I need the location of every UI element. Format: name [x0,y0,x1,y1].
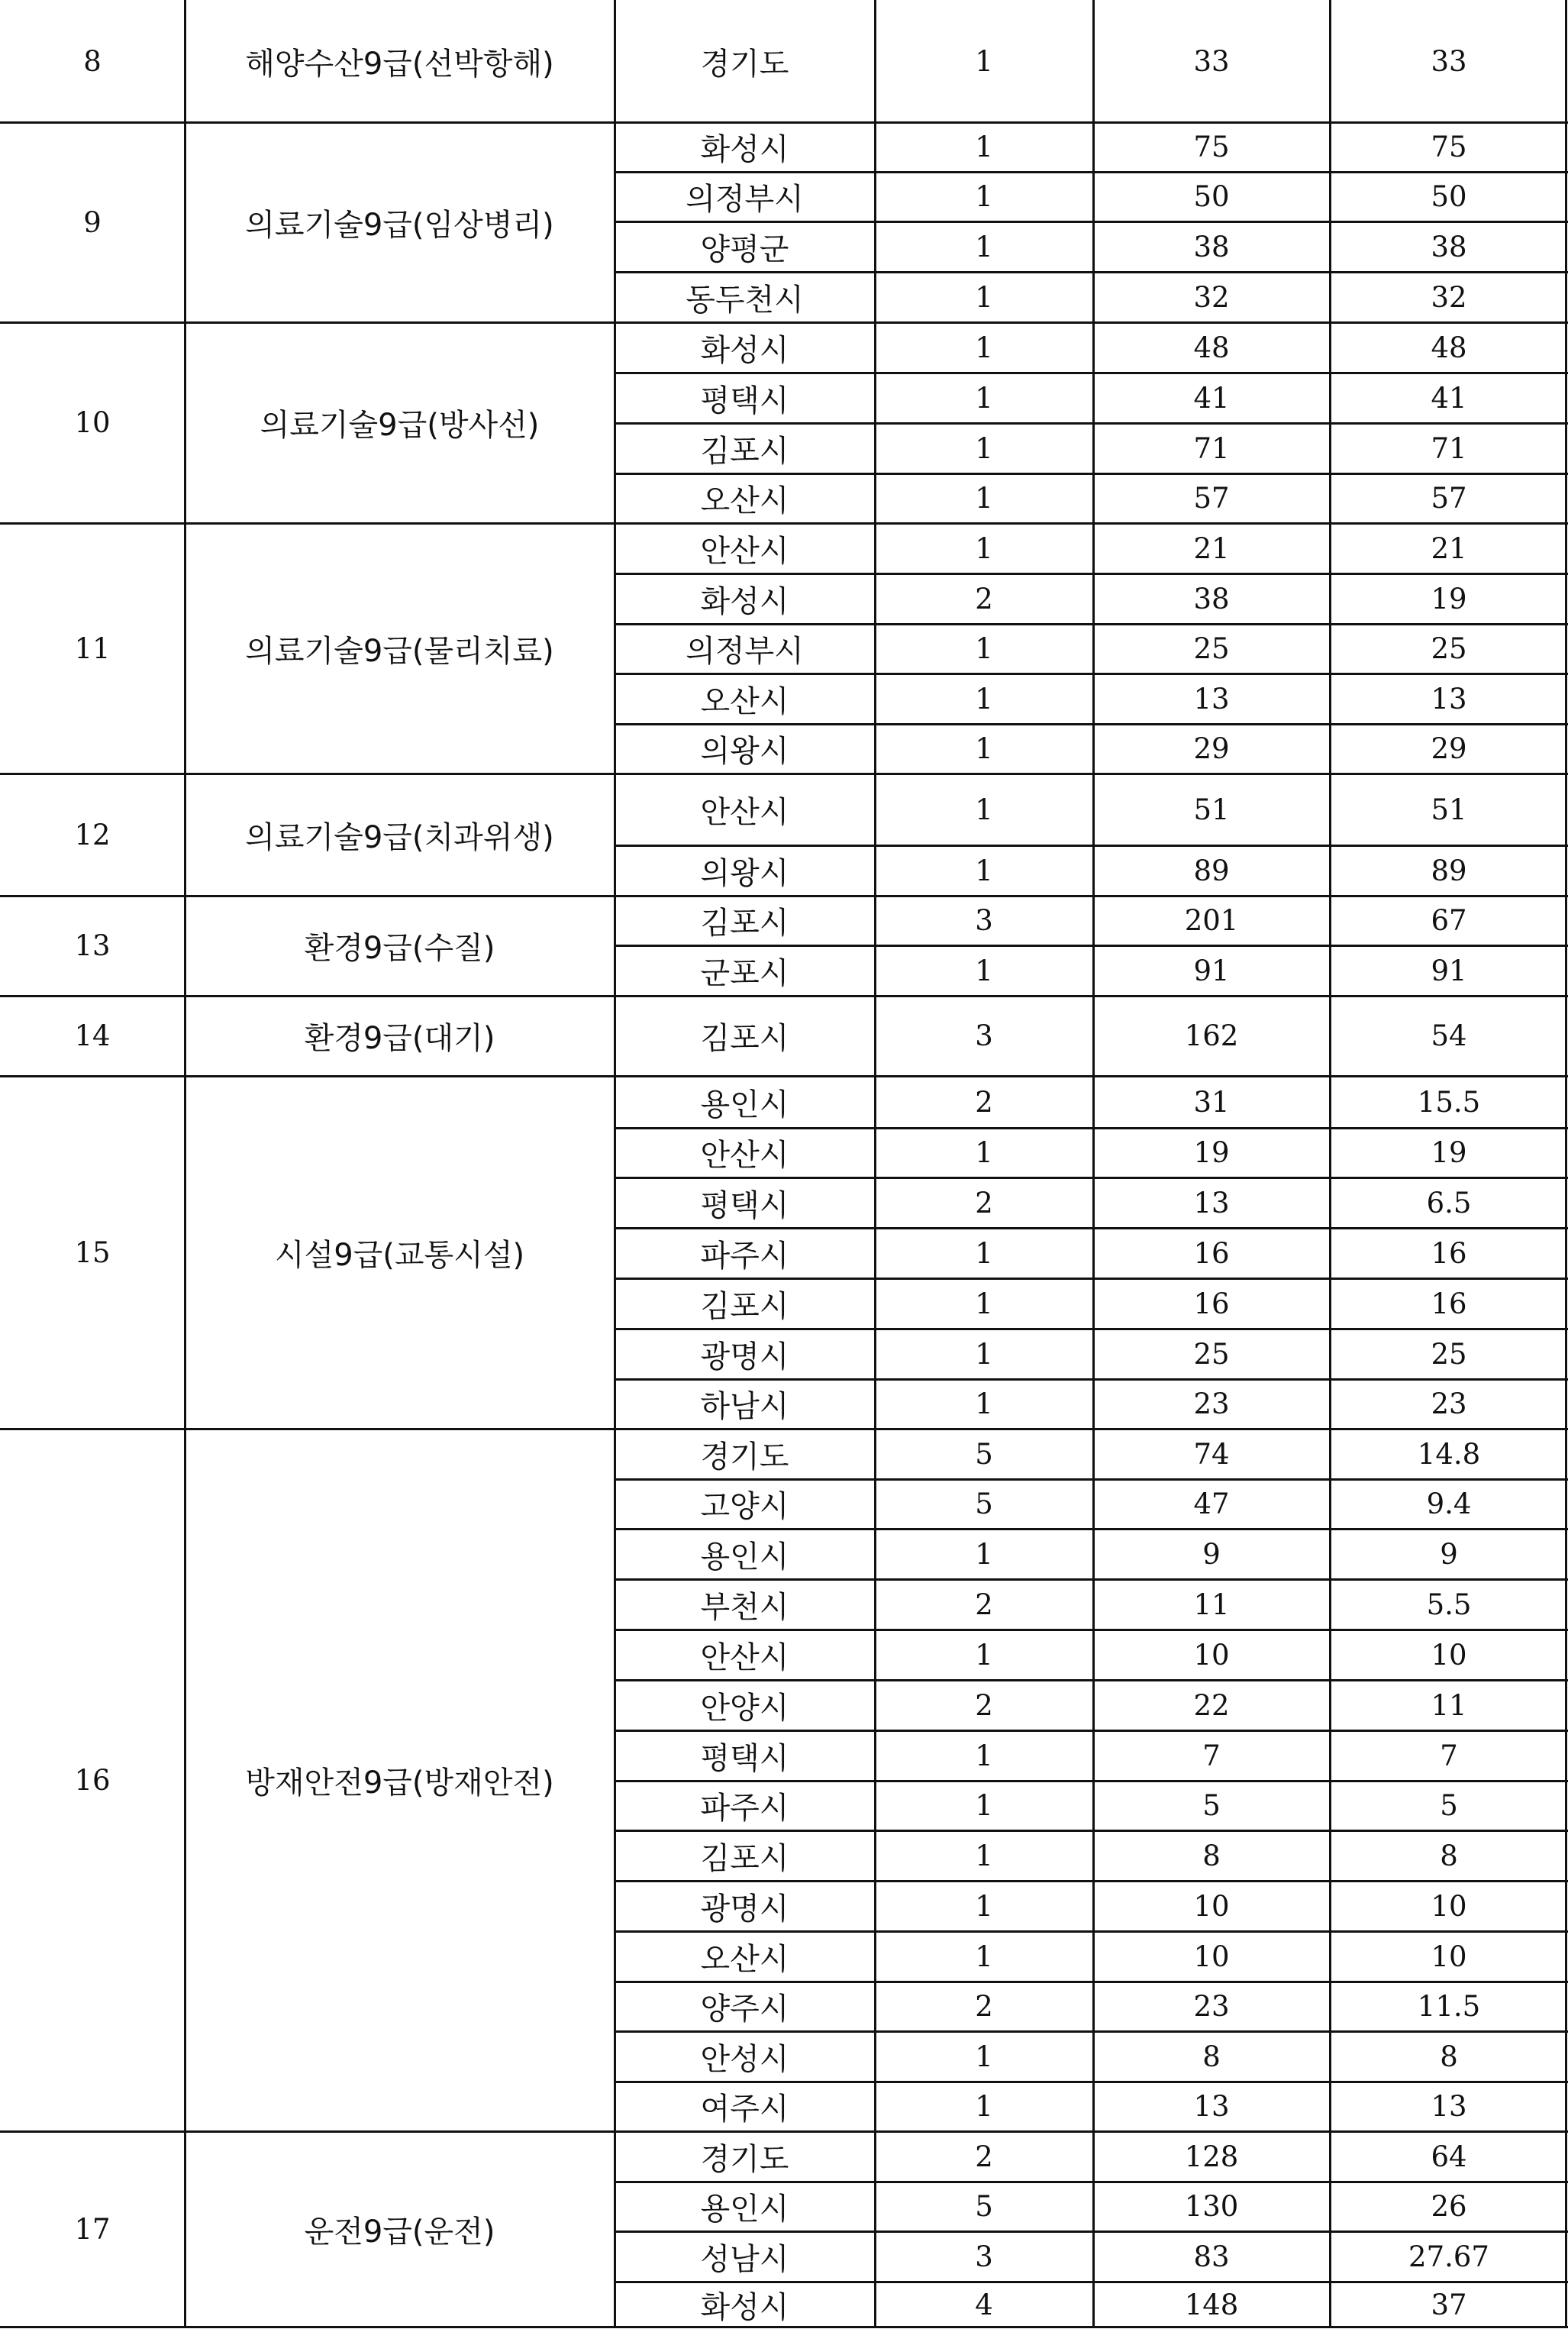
applicant-count-cell: 130 [1184,2190,1239,2223]
row-divider [615,1880,1568,1882]
group-number: 9 [83,205,102,239]
competition-ratio-cell: 15.5 [1417,1085,1481,1119]
region-cell: 고양시 [700,1489,789,1524]
competition-ratio-cell: 38 [1431,230,1467,263]
row-divider [0,2326,1568,2328]
applicant-count-cell: 128 [1184,2140,1239,2173]
region-cell: 성남시 [700,2241,789,2277]
hired-count-cell: 1 [975,1287,993,1320]
hired-count-cell: 4 [975,2288,993,2321]
row-divider [615,422,1568,425]
position-title: 방재안전9급(방재안전) [245,1765,554,1801]
hired-count-cell: 1 [975,331,993,364]
applicant-count-cell: 11 [1193,1588,1230,1621]
region-cell: 오산시 [700,483,789,518]
row-divider [615,1578,1568,1581]
row-divider [615,573,1568,575]
region-cell: 광명시 [700,1891,789,1927]
hired-count-cell: 1 [975,381,993,415]
competition-ratio-cell: 13 [1431,682,1467,715]
competition-ratio-cell: 19 [1431,582,1467,615]
hired-count-cell: 1 [975,1889,993,1923]
applicant-count-cell: 7 [1202,1739,1221,1772]
applicant-count-cell: 201 [1184,904,1239,937]
group-number: 11 [74,632,111,665]
applicant-count-cell: 75 [1193,131,1230,163]
row-divider [0,121,1568,124]
hired-count-cell: 1 [975,1839,993,1872]
row-divider [615,1629,1568,1631]
competition-ratio-cell: 5 [1440,1789,1458,1822]
competition-ratio-cell: 7 [1440,1739,1458,1772]
region-cell: 파주시 [700,1791,789,1826]
region-cell: 여주시 [700,2092,789,2127]
competition-ratio-cell: 64 [1431,2140,1467,2173]
region-cell: 김포시 [700,433,789,469]
competition-ratio-cell: 26 [1431,2190,1467,2223]
hired-count-cell: 1 [975,1236,993,1270]
region-cell: 용인시 [700,1539,789,1575]
position-title: 환경9급(수질) [304,931,495,966]
region-cell: 평택시 [700,1740,789,1776]
applicant-count-cell: 89 [1193,854,1230,887]
competition-ratio-cell: 6.5 [1426,1186,1472,1219]
competition-ratio-cell: 14.8 [1417,1437,1481,1471]
hired-count-cell: 1 [975,854,993,887]
competition-ratio-cell: 67 [1431,904,1467,937]
applicant-count-cell: 148 [1184,2288,1239,2321]
hired-count-cell: 3 [975,1019,993,1052]
region-cell: 하남시 [700,1389,789,1424]
hired-count-cell: 1 [975,632,993,665]
position-title: 의료기술9급(물리치료) [245,633,554,669]
competition-ratio-cell: 27.67 [1408,2240,1489,2273]
applicant-count-cell: 8 [1202,1839,1221,1872]
region-cell: 평택시 [700,383,789,418]
applicant-count-cell: 10 [1193,1638,1230,1672]
group-number: 13 [74,929,111,962]
hired-count-cell: 1 [975,2090,993,2123]
hired-count-cell: 1 [975,1789,993,1822]
region-cell: 안산시 [700,1639,789,1675]
competition-ratio-cell: 91 [1431,954,1467,987]
row-divider [615,1328,1568,1330]
region-cell: 경기도 [700,2141,789,2177]
region-cell: 안산시 [700,1138,789,1173]
row-divider [615,1227,1568,1229]
group-number: 16 [74,1763,111,1797]
hired-count-cell: 2 [975,1186,993,1219]
competition-ratio-cell: 54 [1431,1019,1467,1052]
region-cell: 광명시 [700,1339,789,1374]
region-cell: 화성시 [700,332,789,368]
competition-ratio-cell: 21 [1431,531,1467,565]
region-cell: 동두천시 [686,282,804,318]
row-divider [615,1930,1568,1933]
competition-ratio-cell: 75 [1431,131,1467,163]
competition-ratio-cell: 11 [1431,1688,1467,1722]
hired-count-cell: 1 [975,732,993,765]
applicant-count-cell: 91 [1193,954,1230,987]
row-divider [615,372,1568,374]
applicant-count-cell: 23 [1193,1387,1230,1420]
hired-count-cell: 1 [975,793,993,826]
row-divider [615,2230,1568,2233]
applicant-count-cell: 23 [1193,1990,1230,2023]
row-divider [615,1730,1568,1732]
row-divider [615,1679,1568,1681]
applicant-count-cell: 16 [1193,1236,1230,1270]
hired-count-cell: 1 [975,2040,993,2073]
row-divider [615,1177,1568,1179]
region-cell: 안성시 [700,2041,789,2077]
applicant-count-cell: 83 [1193,2240,1230,2273]
row-divider [615,221,1568,223]
column-divider [1329,0,1331,2327]
region-cell: 파주시 [700,1238,789,1274]
hired-count-cell: 1 [975,1739,993,1772]
hired-count-cell: 1 [975,131,993,163]
row-divider [615,845,1568,847]
group-number: 14 [74,1019,111,1052]
applicant-count-cell: 10 [1193,1889,1230,1923]
row-divider [615,171,1568,173]
competition-ratio-cell: 25 [1431,1337,1467,1371]
region-cell: 부천시 [700,1589,789,1625]
row-divider [0,895,1568,897]
row-divider [0,995,1568,997]
region-cell: 김포시 [700,906,789,941]
hired-count-cell: 5 [975,1437,993,1471]
region-cell: 군포시 [700,955,789,991]
applicant-count-cell: 41 [1193,381,1230,415]
competition-ratio-cell: 16 [1431,1236,1467,1270]
applicant-count-cell: 16 [1193,1287,1230,1320]
applicant-count-cell: 25 [1193,632,1230,665]
hired-count-cell: 3 [975,2240,993,2273]
column-divider [614,0,616,2327]
row-divider [615,1278,1568,1280]
group-number: 12 [74,818,111,851]
row-divider [615,1981,1568,1983]
applicant-count-cell: 19 [1193,1136,1230,1169]
region-cell: 용인시 [700,2192,789,2227]
column-divider [1092,0,1095,2327]
competition-ratio-cell: 25 [1431,632,1467,665]
row-divider [615,1528,1568,1530]
row-divider [615,723,1568,725]
row-divider [615,2030,1568,2033]
position-title: 환경9급(대기) [304,1021,495,1056]
competition-ratio-cell: 5.5 [1426,1588,1472,1621]
competition-ratio-cell: 51 [1431,793,1467,826]
group-number: 17 [74,2213,111,2246]
region-cell: 오산시 [700,1941,789,1977]
competition-ratio-cell: 8 [1440,2040,1458,2073]
applicant-count-cell: 162 [1184,1019,1239,1052]
region-cell: 오산시 [700,683,789,719]
applicant-count-cell: 74 [1193,1437,1230,1471]
competition-ratio-cell: 32 [1431,280,1467,314]
competition-ratio-cell: 19 [1431,1136,1467,1169]
applicant-count-cell: 10 [1193,1940,1230,1973]
competition-ratio-cell: 11.5 [1417,1990,1481,2023]
competition-ratio-cell: 37 [1431,2288,1467,2321]
applicant-count-cell: 31 [1193,1085,1230,1119]
hired-count-cell: 1 [975,1537,993,1571]
applicant-count-cell: 48 [1193,331,1230,364]
row-divider [615,2181,1568,2183]
competition-ratio-cell: 16 [1431,1287,1467,1320]
applicant-count-cell: 51 [1193,793,1230,826]
competition-ratio-cell: 41 [1431,381,1467,415]
position-title: 의료기술9급(치과위생) [245,819,554,855]
region-cell: 의왕시 [700,855,789,891]
position-title: 의료기술9급(임상병리) [245,207,554,243]
hired-count-cell: 2 [975,582,993,615]
row-divider [615,2281,1568,2283]
competition-ratio-cell: 10 [1431,1889,1467,1923]
region-cell: 안양시 [700,1690,789,1726]
hired-count-cell: 1 [975,531,993,565]
region-cell: 평택시 [700,1187,789,1223]
region-cell: 경기도 [700,1439,789,1475]
applicant-count-cell: 29 [1193,732,1230,765]
competition-ratio-cell: 33 [1431,44,1467,78]
row-divider [615,1127,1568,1129]
row-divider [0,773,1568,775]
applicant-count-cell: 8 [1202,2040,1221,2073]
applicant-count-cell: 38 [1193,582,1230,615]
row-divider [0,2130,1568,2133]
region-cell: 경기도 [700,46,789,82]
region-cell: 양주시 [700,1991,789,2027]
position-title: 시설9급(교통시설) [274,1237,525,1273]
hired-count-cell: 5 [975,2190,993,2223]
hired-count-cell: 1 [975,1940,993,1973]
hired-count-cell: 1 [975,431,993,465]
row-divider [615,1478,1568,1481]
group-number: 15 [74,1236,111,1269]
competition-ratio-cell: 89 [1431,854,1467,887]
applicant-count-cell: 22 [1193,1688,1230,1722]
hired-count-cell: 1 [975,682,993,715]
row-divider [615,1830,1568,1832]
applicant-count-cell: 13 [1193,2090,1230,2123]
hired-count-cell: 2 [975,2140,993,2173]
competition-ratio-cell: 48 [1431,331,1467,364]
region-cell: 안산시 [700,794,789,830]
hired-count-cell: 3 [975,904,993,937]
hired-count-cell: 1 [975,1136,993,1169]
hired-count-cell: 1 [975,482,993,515]
region-cell: 김포시 [700,1840,789,1876]
row-divider [615,945,1568,947]
applicant-count-cell: 32 [1193,280,1230,314]
column-divider [874,0,876,2327]
row-divider [615,673,1568,675]
hired-count-cell: 1 [975,44,993,78]
group-number: 10 [74,406,111,439]
applicant-count-cell: 9 [1202,1537,1221,1571]
position-title: 해양수산9급(선박항해) [245,46,554,82]
hired-count-cell: 1 [975,280,993,314]
region-cell: 화성시 [700,2289,789,2325]
hired-count-cell: 2 [975,1588,993,1621]
competition-ratio-cell: 71 [1431,431,1467,465]
competition-ratio-cell: 13 [1431,2090,1467,2123]
row-divider [615,1780,1568,1782]
row-divider [0,1075,1568,1077]
region-cell: 의정부시 [686,182,804,217]
competition-ratio-cell: 9 [1440,1537,1458,1571]
applicant-count-cell: 25 [1193,1337,1230,1371]
competition-ratio-cell: 50 [1431,180,1467,213]
region-cell: 의왕시 [700,734,789,769]
competition-ratio-cell: 57 [1431,482,1467,515]
region-cell: 화성시 [700,583,789,619]
region-cell: 화성시 [700,132,789,167]
hired-count-cell: 1 [975,230,993,263]
competition-ratio-cell: 23 [1431,1387,1467,1420]
row-divider [615,271,1568,273]
hired-count-cell: 2 [975,1688,993,1722]
applicant-count-cell: 47 [1193,1488,1230,1520]
applicant-count-cell: 33 [1193,44,1230,78]
applicant-count-cell: 5 [1202,1789,1221,1822]
column-divider [1565,0,1567,2327]
hired-count-cell: 1 [975,954,993,987]
position-title: 의료기술9급(방사선) [260,408,540,443]
applicant-count-cell: 71 [1193,431,1230,465]
hired-count-cell: 1 [975,1638,993,1672]
region-cell: 용인시 [700,1087,789,1123]
region-cell: 안산시 [700,533,789,569]
hired-count-cell: 2 [975,1085,993,1119]
region-cell: 김포시 [700,1288,789,1324]
competition-ratio-cell: 10 [1431,1638,1467,1672]
row-divider [0,1428,1568,1430]
competition-ratio-cell: 9.4 [1426,1488,1472,1520]
row-divider [615,623,1568,625]
hired-count-cell: 5 [975,1488,993,1520]
applicant-count-cell: 57 [1193,482,1230,515]
competition-ratio-cell: 10 [1431,1940,1467,1973]
applicant-count-cell: 38 [1193,230,1230,263]
row-divider [0,321,1568,324]
row-divider [0,522,1568,525]
row-divider [615,1378,1568,1381]
region-cell: 양평군 [700,231,789,267]
applicant-count-cell: 13 [1193,682,1230,715]
column-divider [184,0,186,2327]
region-cell: 김포시 [700,1021,789,1056]
hired-count-cell: 1 [975,180,993,213]
competition-ratio-cell: 29 [1431,732,1467,765]
group-number: 8 [83,44,102,78]
hired-count-cell: 1 [975,1337,993,1371]
hired-count-cell: 1 [975,1387,993,1420]
applicant-count-cell: 21 [1193,531,1230,565]
hired-count-cell: 2 [975,1990,993,2023]
row-divider [615,2081,1568,2083]
competition-ratio-cell: 8 [1440,1839,1458,1872]
applicant-count-cell: 13 [1193,1186,1230,1219]
region-cell: 의정부시 [686,634,804,669]
applicant-count-cell: 50 [1193,180,1230,213]
position-title: 운전9급(운전) [304,2214,495,2250]
row-divider [615,473,1568,475]
